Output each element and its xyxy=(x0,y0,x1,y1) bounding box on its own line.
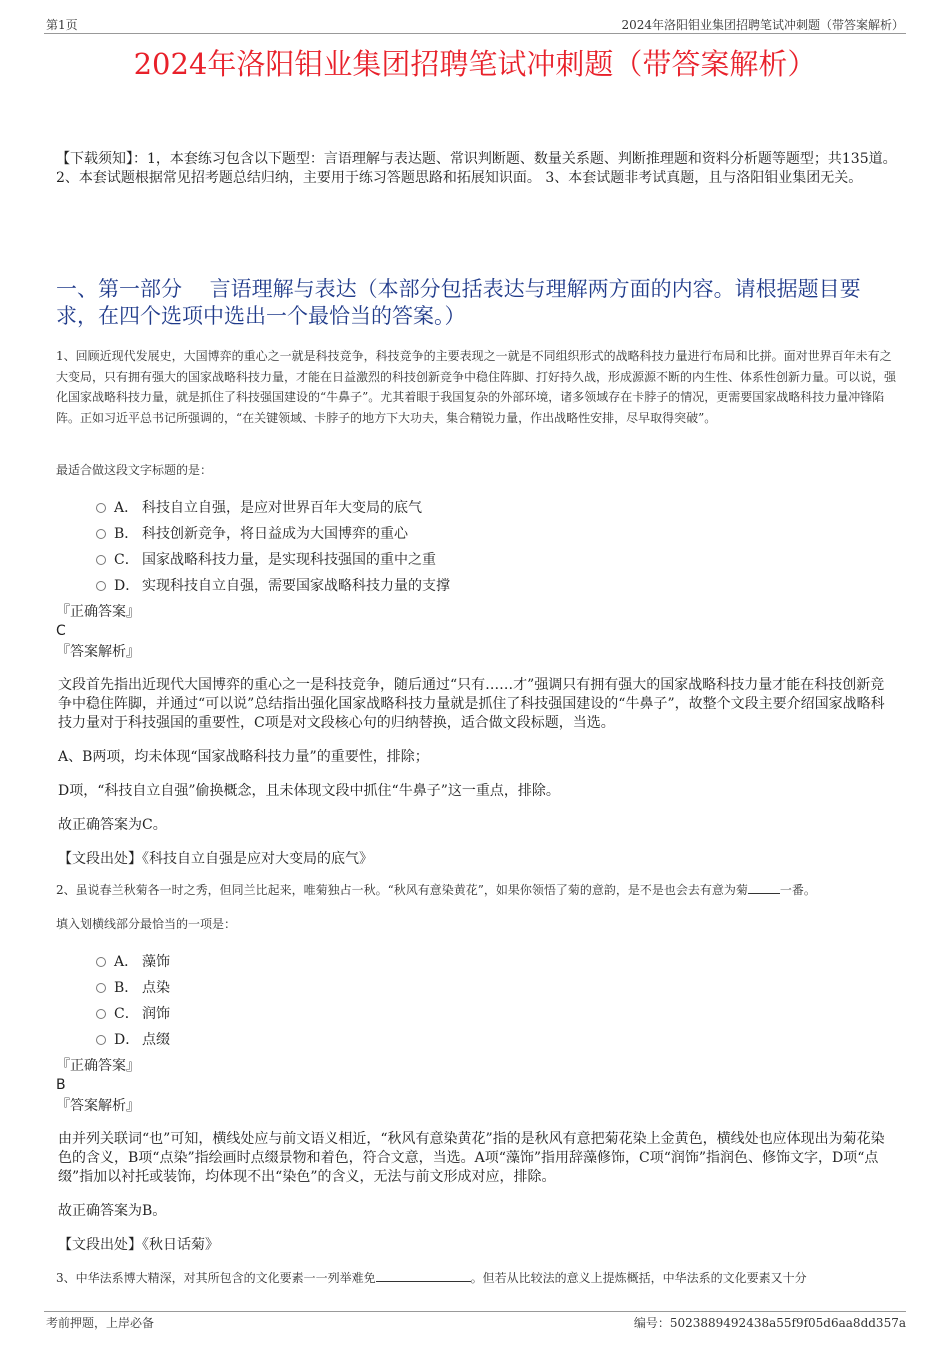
footer-rule xyxy=(44,1311,906,1312)
radio-icon[interactable] xyxy=(96,555,106,565)
running-header: 2024年洛阳钼业集团招聘笔试冲刺题（带答案解析） xyxy=(621,18,904,32)
analysis-paragraph: D项，“科技自立自强”偷换概念，且未体现文段中抓住“牛鼻子”这一重点，排除。 xyxy=(58,783,560,799)
correct-answer: B xyxy=(56,1077,66,1093)
radio-icon[interactable] xyxy=(96,1035,106,1045)
analysis-conclusion: 故正确答案为B。 xyxy=(58,1203,167,1219)
page-title: 2024年洛阳钼业集团招聘笔试冲刺题（带答案解析） xyxy=(133,47,817,81)
radio-icon[interactable] xyxy=(96,1009,106,1019)
q2-option-b[interactable]: B． 点染 xyxy=(96,977,170,997)
q1-prompt: 最适合做这段文字标题的是： xyxy=(56,463,213,477)
radio-icon[interactable] xyxy=(96,957,106,967)
download-notice: 【下载须知】：1，本套练习包含以下题型：言语理解与表达题、常识判断题、数量关系题、判断推理题和资料分析题等题型；共135道。 2、本套试题根据常见招考题总结归纳，主要用于练习答题思路和拓展知识面。 3、本套试题非考试真题，且与洛阳钼业集团无关。 xyxy=(56,151,897,186)
footer-slogan: 考前押题，上岸必备 xyxy=(46,1316,155,1330)
analysis-paragraph: 文段首先指出近现代大国博弈的重心之一是科技竞争，随后通过“只有……才”强调只有拥有强大的国家战略科技力量才能在科技创新竞争中稳住阵脚，并通过“可以说”总结指出强化国家战略科技力量就是抓住了科技强国建设的“牛鼻子”，故整个文段主要介绍国家战略科技力量对于科技强国的重要性，C项是对文段核心句的归纳替换，适合做文段标题，当选。 xyxy=(58,677,885,731)
q2-option-c[interactable]: C． 润饰 xyxy=(96,1003,170,1023)
blank xyxy=(748,893,780,894)
q2-prompt: 填入划横线部分最恰当的一项是： xyxy=(56,917,237,931)
q2-option-a[interactable]: A． 藻饰 xyxy=(96,951,170,971)
q1-option-a[interactable]: A． 科技自立自强，是应对世界百年大变局的底气 xyxy=(96,497,422,517)
source: 【文段出处】《科技自立自强是应对大变局的底气》 xyxy=(58,851,373,867)
q1-option-d[interactable]: D． 实现科技自立自强，需要国家战略科技力量的支撑 xyxy=(96,575,450,595)
analysis-paragraph: 由并列关联词“也”可知，横线处应与前文语义相近，“秋风有意染黄花”指的是秋风有意把菊花染上金黄色，横线处也应体现出为菊花染色的含义，B项“点染”指绘画时点缀景物和着色，符合文意，当选。A项“藻饰”指用辞藻修饰，C项“润饰”指润色、修饰文字，D项“点缀”指加以衬托或装饰，均体现不出“染色”的含义，无法与前文形成对应，排除。 xyxy=(58,1131,885,1185)
correct-answer: C xyxy=(56,623,66,639)
analysis-paragraph: A、B两项，均未体现“国家战略科技力量”的重要性，排除； xyxy=(58,749,429,765)
q1-option-b[interactable]: B． 科技创新竞争，将日益成为大国博弈的重心 xyxy=(96,523,408,543)
q1-option-c[interactable]: C． 国家战略科技力量，是实现科技强国的重中之重 xyxy=(96,549,436,569)
radio-icon[interactable] xyxy=(96,581,106,591)
radio-icon[interactable] xyxy=(96,503,106,513)
radio-icon[interactable] xyxy=(96,529,106,539)
section-heading: 一、第一部分 言语理解与表达（本部分包括表达与理解两方面的内容。请根据题目要求，在四个选项中选出一个最恰当的答案。） xyxy=(56,277,861,328)
document-id: 编号：5023889492438a55f9f05d6aa8dd357a xyxy=(633,1316,906,1330)
blank xyxy=(376,1281,471,1282)
analysis-label: 『答案解析』 xyxy=(56,644,140,660)
q2-option-d[interactable]: D． 点缀 xyxy=(96,1029,170,1049)
page-number: 第1页 xyxy=(46,18,78,32)
header-rule xyxy=(44,33,906,34)
q1-text: 1、回顾近现代发展史，大国博弈的重心之一就是科技竞争，科技竞争的主要表现之一就是不同组织形式的战略科技力量进行布局和比拼。面对世界百年未有之大变局，只有拥有强大的国家战略科技力量，才能在日益激烈的科技创新竞争中稳住阵脚、打好持久战，形成源源不断的内生性、体系性创新力量。可以说，强化国家战略科技力量，就是抓住了科技强国建设的“牛鼻子”。尤其着眼于我国复杂的外部环境，诸多领域存在卡脖子的情况，更需要国家战略科技力量冲锋陷阵。正如习近平总书记所强调的，“在关键领域、卡脖子的地方下大功夫，集合精锐力量，作出战略性安排，尽早取得突破”。 xyxy=(56,349,897,425)
answer-label: 『正确答案』 xyxy=(56,1058,140,1074)
analysis-label: 『答案解析』 xyxy=(56,1098,140,1114)
analysis-conclusion: 故正确答案为C。 xyxy=(58,817,167,833)
source: 【文段出处】《秋日话菊》 xyxy=(58,1237,219,1253)
q3-text: 3、中华法系博大精深，对其所包含的文化要素一一列举难免 。但若从比较法的意义上提炼概括，中华法系的文化要素又十分 xyxy=(56,1271,807,1285)
answer-label: 『正确答案』 xyxy=(56,604,140,620)
q2-text: 2、虽说春兰秋菊各一时之秀，但同兰比起来，唯菊独占一秋。“秋风有意染黄花”，如果你领悟了菊的意韵，是不是也会去有意为菊 一番。 xyxy=(56,883,816,897)
radio-icon[interactable] xyxy=(96,983,106,993)
